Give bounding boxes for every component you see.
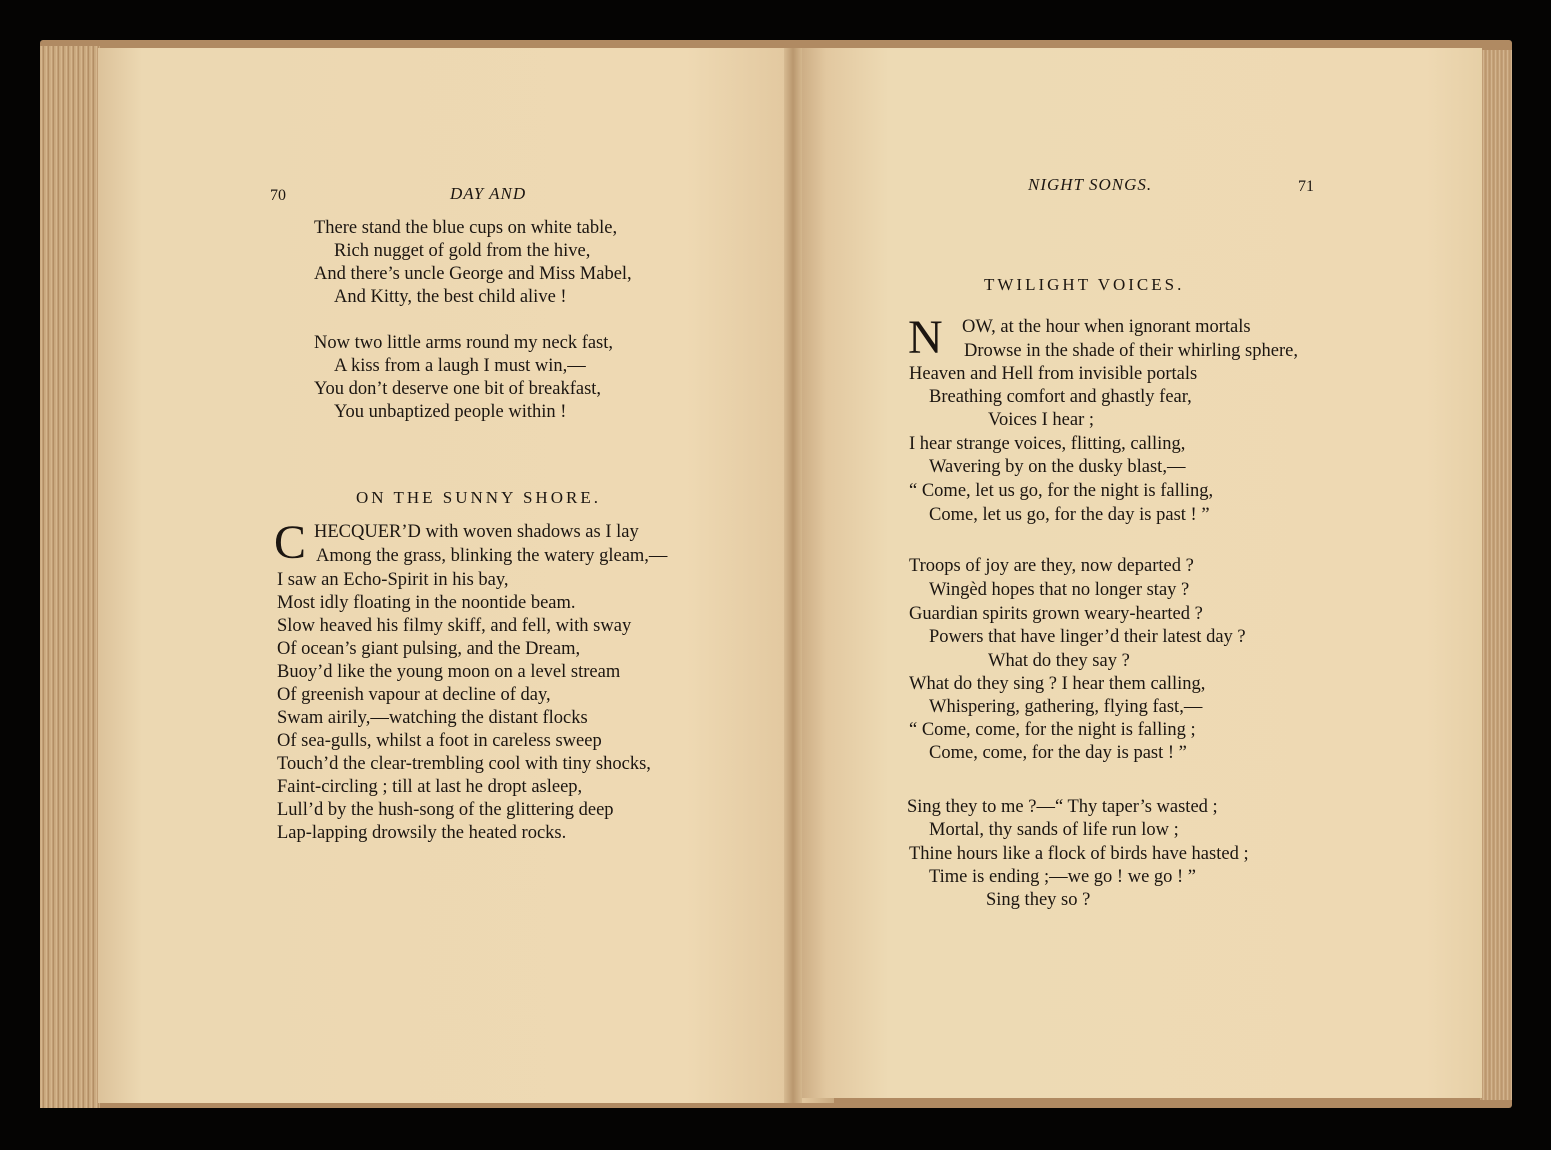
verse-line: HECQUER’D with woven shadows as I lay bbox=[314, 522, 639, 542]
verse-line: Faint-circling ; till at last he dropt asleep, bbox=[277, 777, 583, 797]
verse-line: Now two little arms round my neck fast, bbox=[314, 333, 614, 353]
poem-title-sunny-shore: ON THE SUNNY SHORE. bbox=[356, 488, 601, 507]
verse-line: Wingèd hopes that no longer stay ? bbox=[929, 580, 1190, 600]
running-head-left: DAY AND bbox=[450, 184, 527, 203]
verse-line: Buoy’d like the young moon on a level stream bbox=[277, 662, 621, 682]
verse-line: Voices I hear ; bbox=[988, 410, 1094, 430]
verse-line: Whispering, gathering, flying fast,— bbox=[929, 697, 1203, 717]
drop-cap-n: N bbox=[908, 311, 943, 364]
verse-line: What do they sing ? I hear them calling, bbox=[909, 674, 1206, 694]
verse-line: Mortal, thy sands of life run low ; bbox=[929, 820, 1179, 840]
verse-line: Come, come, for the day is past ! ” bbox=[929, 743, 1187, 763]
running-head-right: NIGHT SONGS. bbox=[1028, 175, 1153, 194]
verse-line: Slow heaved his filmy skiff, and fell, with sway bbox=[277, 616, 632, 636]
verse-line: “ Come, come, for the night is falling ; bbox=[909, 720, 1196, 740]
verse-line: And there’s uncle George and Miss Mabel, bbox=[314, 264, 632, 284]
verse-line: Troops of joy are they, now departed ? bbox=[909, 556, 1194, 576]
verse-line: Of greenish vapour at decline of day, bbox=[277, 685, 551, 705]
verse-line: Wavering by on the dusky blast,— bbox=[929, 457, 1186, 477]
verse-line: Of ocean’s giant pulsing, and the Dream, bbox=[277, 639, 581, 659]
book-gutter bbox=[784, 48, 802, 1103]
verse-line: Breathing comfort and ghastly fear, bbox=[929, 387, 1192, 407]
verse-line: Come, let us go, for the day is past ! ” bbox=[929, 505, 1210, 525]
verse-line: Swam airily,—watching the distant flocks bbox=[277, 708, 588, 728]
verse-line: And Kitty, the best child alive ! bbox=[334, 287, 567, 307]
verse-line: Time is ending ;—we go ! we go ! ” bbox=[929, 867, 1197, 887]
verse-line: You don’t deserve one bit of breakfast, bbox=[314, 379, 602, 399]
verse-line: A kiss from a laugh I must win,— bbox=[334, 356, 586, 376]
poem-title-twilight-voices: TWILIGHT VOICES. bbox=[984, 275, 1185, 294]
drop-cap-c: C bbox=[274, 516, 307, 569]
verse-line: OW, at the hour when ignorant mortals bbox=[962, 317, 1251, 337]
page-edges-left bbox=[40, 46, 100, 1108]
verse-line: Thine hours like a flock of birds have hasted ; bbox=[909, 844, 1249, 864]
verse-line: There stand the blue cups on white table, bbox=[314, 218, 618, 238]
verse-line: Sing they so ? bbox=[986, 890, 1091, 910]
folio-left: 70 bbox=[270, 187, 286, 204]
verse-line: Among the grass, blinking the watery gleam,— bbox=[316, 546, 668, 566]
verse-line: Powers that have linger’d their latest day ? bbox=[929, 627, 1246, 647]
verse-line: What do they say ? bbox=[988, 651, 1130, 671]
verse-line: Guardian spirits grown weary-hearted ? bbox=[909, 604, 1203, 624]
verse-line: I hear strange voices, flitting, calling, bbox=[909, 434, 1186, 454]
verse-line: Sing they to me ?—“ Thy taper’s wasted ; bbox=[907, 797, 1218, 817]
folio-right: 71 bbox=[1298, 178, 1314, 195]
verse-line: Touch’d the clear-trembling cool with tiny shocks, bbox=[277, 754, 651, 774]
open-book bbox=[40, 40, 1512, 1108]
verse-line: Of sea-gulls, whilst a foot in careless sweep bbox=[277, 731, 602, 751]
verse-line: Lull’d by the hush-song of the glittering deep bbox=[277, 800, 614, 820]
verse-line: Drowse in the shade of their whirling sphere, bbox=[964, 341, 1298, 361]
verse-line: Most idly floating in the noontide beam. bbox=[277, 593, 576, 613]
verse-line: I saw an Echo-Spirit in his bay, bbox=[277, 570, 509, 590]
verse-line: “ Come, let us go, for the night is falling, bbox=[909, 481, 1214, 501]
verse-line: Heaven and Hell from invisible portals bbox=[909, 364, 1198, 384]
page-edges-right bbox=[1480, 50, 1512, 1100]
verse-line: You unbaptized people within ! bbox=[334, 402, 567, 422]
verse-line: Lap-lapping drowsily the heated rocks. bbox=[277, 823, 567, 843]
verse-line: Rich nugget of gold from the hive, bbox=[334, 241, 591, 261]
